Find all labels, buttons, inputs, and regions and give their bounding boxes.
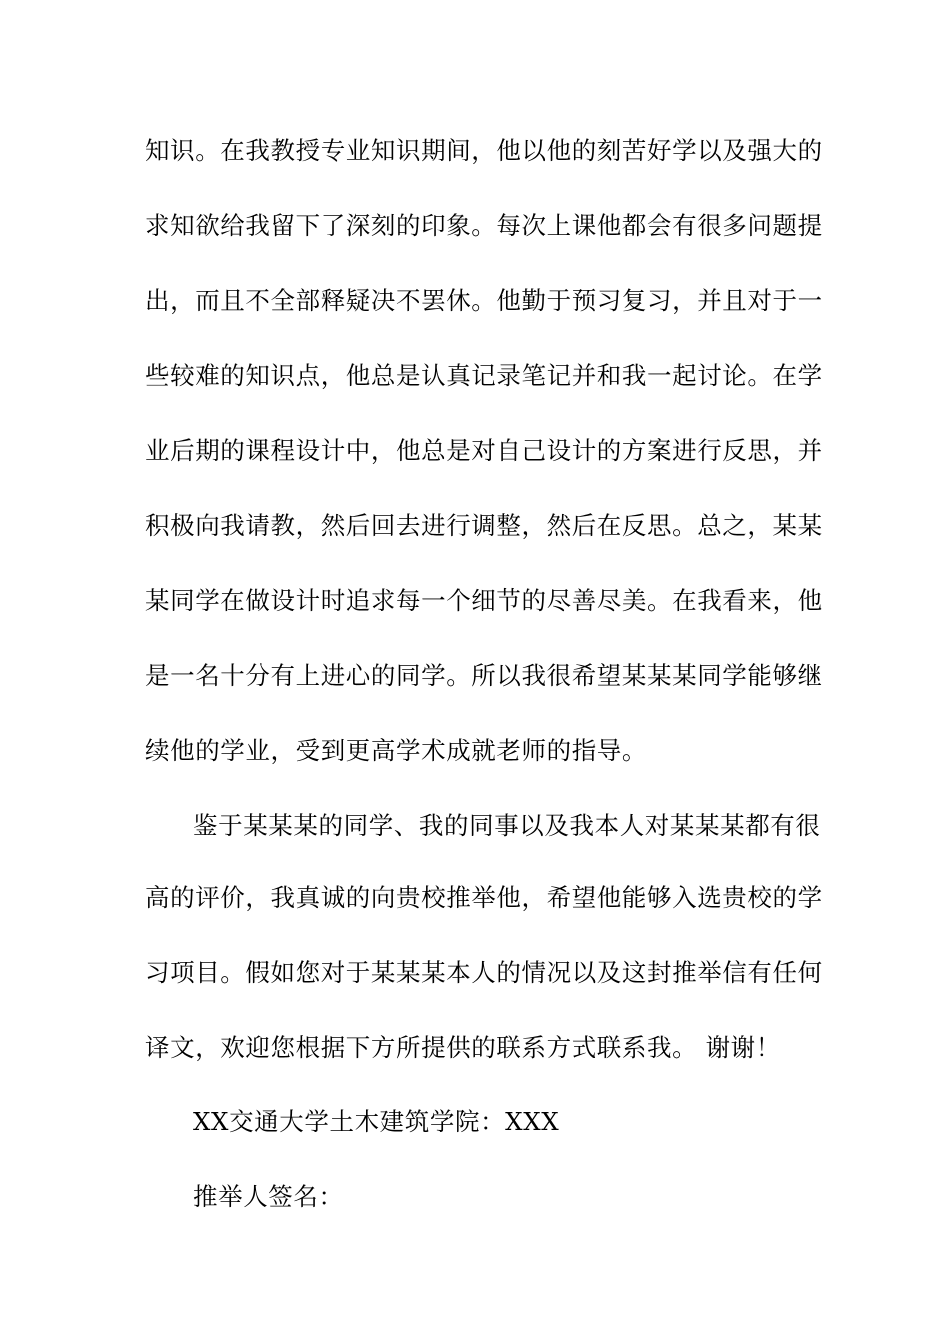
paragraph-line: 业后期的课程设计中，他总是对自己设计的方案进行反思，并	[145, 436, 823, 465]
paragraph-line: 知识。在我教授专业知识期间，他以他的刻苦好学以及强大的	[145, 136, 823, 165]
paragraph-line: 鉴于某某某的同学、我的同事以及我本人对某某某都有很	[193, 811, 821, 840]
affiliation-line: XX交通大学土木建筑学院：XXX	[193, 1107, 560, 1136]
paragraph-line: 习项目。假如您对于某某某本人的情况以及这封推举信有任何	[145, 958, 823, 987]
paragraph-line: 续他的学业，受到更高学术成就老师的指导。	[145, 736, 647, 765]
paragraph-line: 高的评价，我真诚的向贵校推举他，希望他能够入选贵校的学	[145, 883, 823, 912]
paragraph-line: 译文，欢迎您根据下方所提供的联系方式联系我。 谢谢！	[145, 1033, 781, 1062]
paragraph-line: 些较难的知识点，他总是认真记录笔记并和我一起讨论。在学	[145, 361, 823, 390]
paragraph-line: 出，而且不全部释疑决不罢休。他勤于预习复习，并且对于一	[145, 286, 823, 315]
paragraph-line: 是一名十分有上进心的同学。所以我很希望某某某同学能够继	[145, 661, 823, 690]
paragraph-line: 某同学在做设计时追求每一个细节的尽善尽美。在我看来，他	[145, 586, 823, 615]
paragraph-line: 积极向我请教，然后回去进行调整，然后在反思。总之，某某	[145, 511, 823, 540]
paragraph-line: 求知欲给我留下了深刻的印象。每次上课他都会有很多问题提	[145, 211, 823, 240]
signature-label: 推举人签名：	[193, 1182, 344, 1211]
